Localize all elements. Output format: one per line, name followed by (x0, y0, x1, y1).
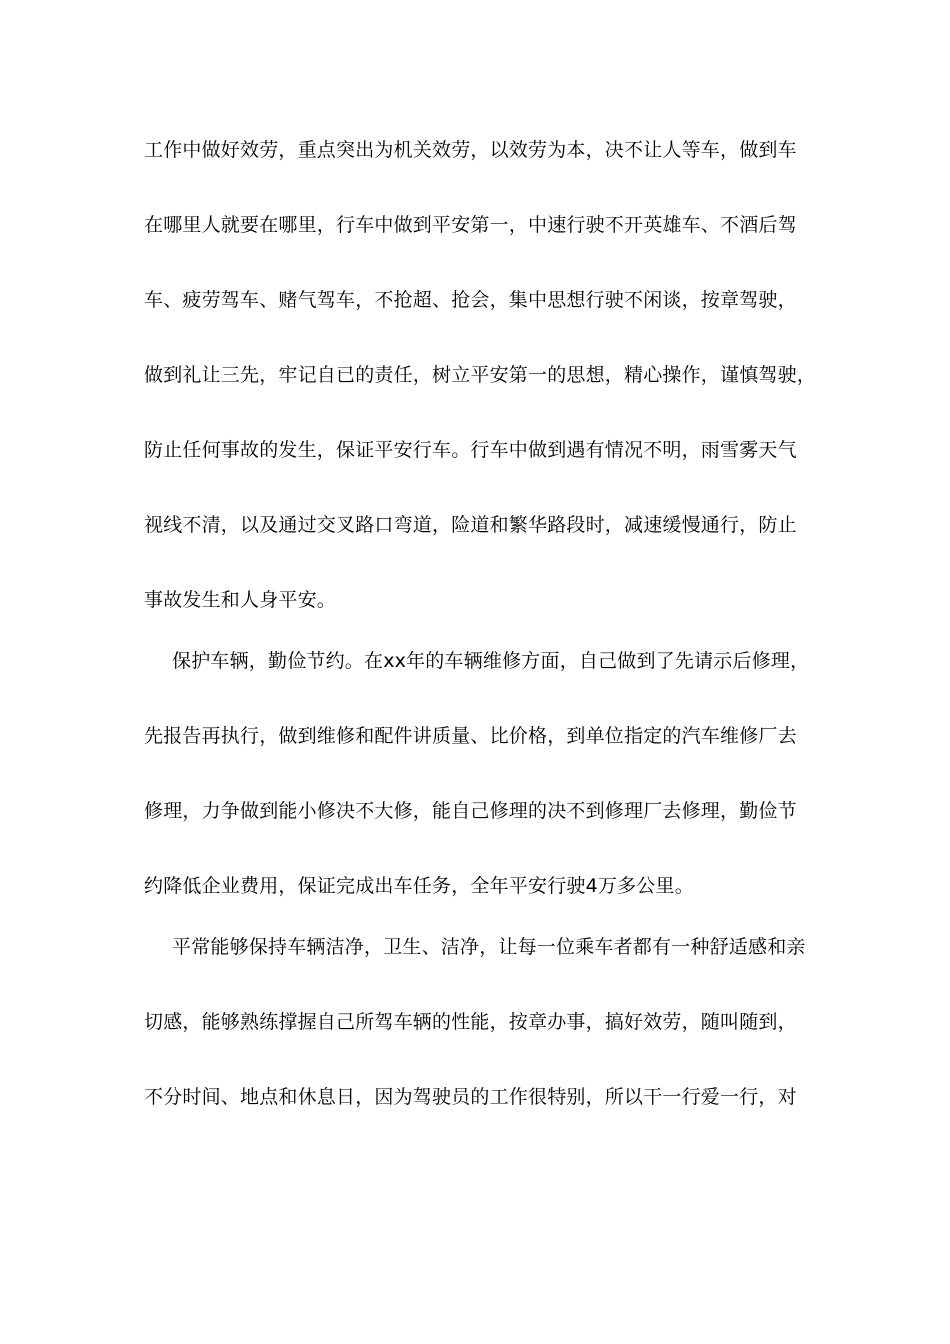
text-line: 约降低企业费用，保证完成出车任务，全年平安行驶4万多公里。 (144, 875, 694, 897)
text-line: 事故发生和人身平安。 (144, 589, 337, 611)
text-line: 在哪里人就要在哪里，行车中做到平安第一，中速行驶不开英雄车、不酒后驾 (144, 214, 797, 236)
paragraph-first-line: 平常能够保持车辆洁净，卫生、洁净，让每一位乘车者都有一种舒适感和亲 (172, 936, 806, 958)
text-line: 防止任何事故的发生，保证平安行车。行车中做到遇有情况不明，雨雪雾天气 (144, 439, 797, 461)
text-line: 切感，能够熟练撑握自己所驾车辆的性能，按章办事，搞好效劳，随叫随到， (144, 1011, 797, 1033)
text-line: 不分时间、地点和休息日，因为驾驶员的工作很特别，所以干一行爱一行，对 (144, 1086, 797, 1108)
text-line: 视线不清，以及通过交叉路口弯道，险道和繁华路段时，减速缓慢通行，防止 (144, 514, 797, 536)
text-line: 车、疲劳驾车、赌气驾车，不抢超、抢会，集中思想行驶不闲谈，按章驾驶， (144, 289, 797, 311)
text-line: 修理，力争做到能小修决不大修，能自己修理的决不到修理厂去修理，勤俭节 (144, 800, 797, 822)
text-line: 先报告再执行，做到维修和配件讲质量、比价格，到单位指定的汽车维修厂去 (144, 725, 797, 747)
paragraph-first-line: 保护车辆，勤俭节约。在xx年的车辆维修方面，自己做到了先请示后修理， (172, 650, 810, 672)
text-line: 做到礼让三先，牢记自已的责任，树立平安第一的思想，精心操作，谨慎驾驶， (144, 364, 817, 386)
text-line: 工作中做好效劳，重点突出为机关效劳，以效劳为本，决不让人等车，做到车 (144, 139, 797, 161)
